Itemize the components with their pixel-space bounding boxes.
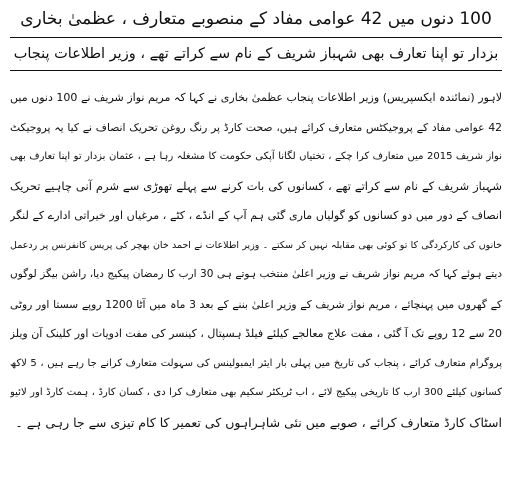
body-line: خانوں کی کارکردگی کا تو کوئی بھی مقابلہ نہیں کر سکتے ۔ وزیر اطلاعات نے احمد خان بھچر کی پریس کانفرنس پر ردعمل <box>10 239 502 251</box>
body-line: اسٹاک کارڈ متعارف کرائے ، صوبے میں نئی شاہراہوں کی تعمیر کا کام تیزی سے جا رہی ہے ۔ <box>15 414 502 430</box>
body-line: پروگرام متعارف کرائے ، پنجاب کی تاریخ میں پہلی بار ایئر ایمبولینس کی سہولت متعارف کرانے جا رہے ہیں ، 5 لاکھ <box>10 357 502 369</box>
body-line: دیتے ہوئے کہا کہ مریم نواز شریف نے وزیر اعلیٰ منتخب ہوتے ہی 30 ارب کا رمضان پیکیج دیا، راشن بیگز لوگوں <box>10 268 502 280</box>
body-line: انصاف کے دور میں دو کسانوں کو گولیاں ماری گئی ہم آپ کے انڈے ، کٹے ، مرغیاں اور خیراتی ادارے کے لنگر <box>10 209 502 222</box>
body-line: کے گھروں میں پہنچائے ، مریم نواز شریف کے وزیر اعلیٰ بننے کے بعد 3 ماہ میں آٹا 1200 روپے سستا اور روٹی <box>10 297 502 311</box>
body-line: کسانوں کیلئے 300 ارب کا تاریخی پیکیج لائے ، اب ٹریکٹر سکیم بھی متعارف کرا دی ، کسان کارڈ ، ہمت کارڈ اور لائیو <box>10 387 502 398</box>
body-line: لاہور (نمائندہ ایکسپریس) وزیر اطلاعات پنجاب عظمیٰ بخاری نے کہا کہ مریم نواز شریف نے 100 دنوں میں <box>10 91 502 104</box>
article-body <box>10 83 502 437</box>
article-headline: 100 دنوں میں 42 عوامی مفاد کے منصوبے متعارف ، عظمیٰ بخاری <box>20 9 492 29</box>
article-subhead: بزدار تو اپنا تعارف بھی شہباز شریف کے نام سے کراتے تھے ، وزیر اطلاعات پنجاب <box>13 46 499 62</box>
body-line: 42 عوامی مفاد کے پروجیکٹس متعارف کرائے ہیں، صحت کارڈ پر رنگ روغن تحریک انصاف نے کیا یہ پروجیکٹ <box>10 120 502 134</box>
headline-divider <box>10 37 502 38</box>
body-line: شہباز شریف کے نام سے کراتے تھے ، کسانوں کی بات کرنے سے پہلے تھوڑی سے شرم آنی چاہیے تحریک <box>10 178 502 193</box>
body-line: 20 سے 12 روپے تک آ گئی ، مفت علاج معالجے کیلئے فیلڈ ہسپتال ، کینسر کی مفت ادویات اور کلینک آن ویلز <box>10 327 502 340</box>
body-line: نواز شریف 2015 میں متعارف کرا چکے ، تختیاں لگانا آپکی حکومت کا مشغلہ رہا ہے ، عثمان بزدار تو اپنا تعارف بھی <box>10 151 502 162</box>
subhead-divider <box>10 70 502 71</box>
